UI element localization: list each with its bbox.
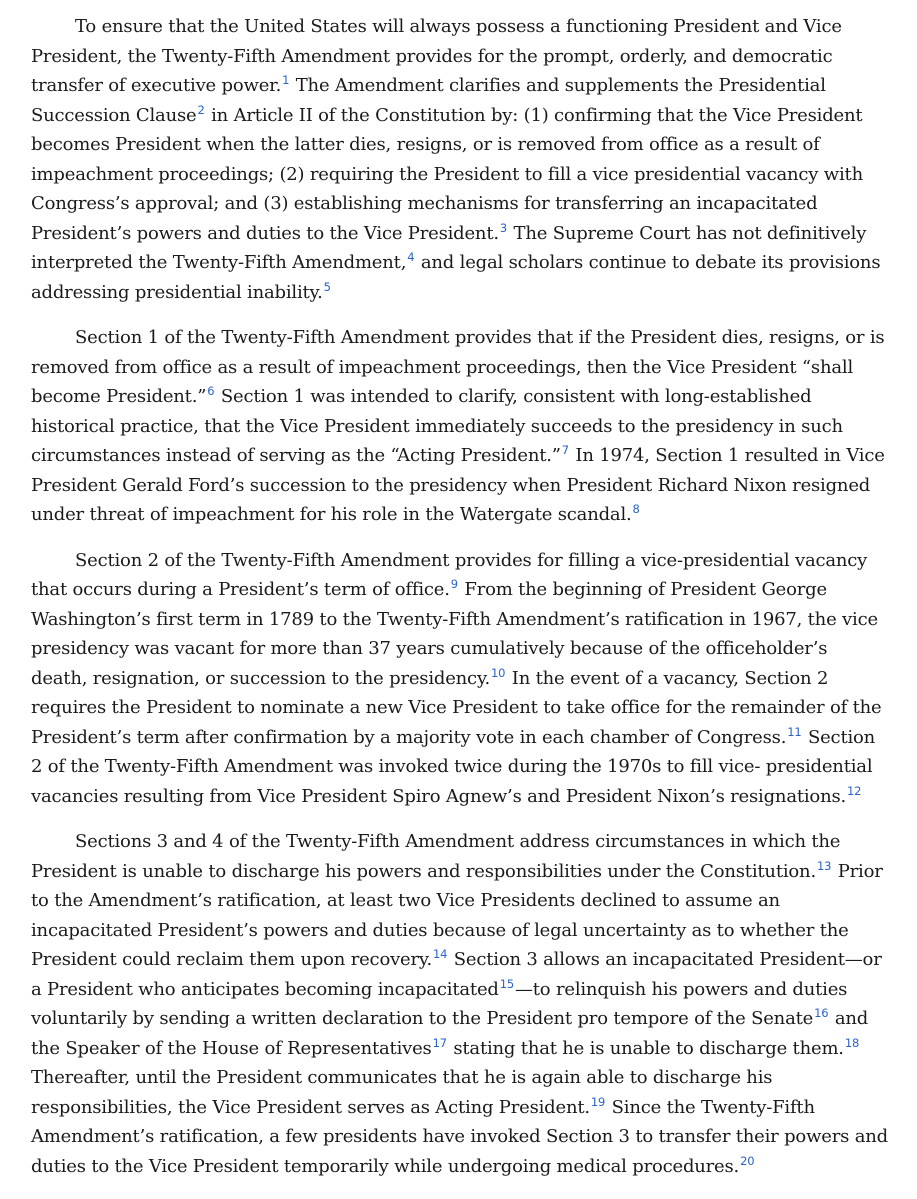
paragraph-text: Section 3 allows an incapacitated President—or a President who anticipates becoming incapacitated (31, 949, 882, 1000)
footnote-link[interactable]: 16 (814, 1006, 829, 1020)
paragraph-text: In the event of a vacancy, Section 2 requires the President to nominate a new Vice President to take office for the remainder of the President’s term after confirmation by a majority vote in each chamber of Congress. (31, 667, 882, 748)
paragraph-text: The Amendment clarifies and supplements the Presidential Succession Clause (31, 75, 826, 126)
footnote-link[interactable]: 4 (407, 250, 415, 264)
footnote-link[interactable]: 12 (847, 783, 862, 798)
footnote-link[interactable]: 8 (632, 502, 640, 516)
footnote-link[interactable]: 14 (433, 947, 448, 961)
footnote-link[interactable]: 19 (590, 1094, 606, 1109)
paragraph-text: From the beginning of President George Washington’s first term in 1789 to the Twenty-Fifth Amendment’s ratification in 1967, the vice presidency was vacant for more than 37 years cumulatively because of the officeholder’s death, resignation, or succession to the presidency. (31, 579, 878, 689)
footnote-link[interactable]: 17 (432, 1035, 447, 1050)
footnote-link[interactable]: 1 (282, 73, 290, 87)
footnote-link[interactable]: 2 (197, 102, 205, 117)
paragraph-text: In 1974, Section 1 resulted in Vice President Gerald Ford’s succession to the presidency when President Richard Nixon resigned under threat of impeachment for his role in the Watergate scandal. (31, 445, 885, 525)
paragraph-text: Sections 3 and 4 of the Twenty-Fifth Amendment address circumstances in which the President is unable to discharge his powers and responsibilities under the Constitution. (31, 831, 841, 882)
footnote-link[interactable]: 7 (561, 443, 569, 457)
footnote-link[interactable]: 6 (207, 384, 215, 398)
footnote-link[interactable]: 11 (787, 724, 802, 739)
paragraph-text: Since the Twenty-Fifth Amendment’s ratification, a few presidents have invoked Section 3 to transfer their powers and duties to the Vice President temporarily while undergoing medical procedures. (31, 1096, 888, 1177)
paragraph (31, 827, 889, 1181)
paragraph-text: Section 2 of the Twenty-Fifth Amendment was invoked twice during the 1970s to fill vice- presidential vacancies resulting from Vice President Spiro Agnew’s and President Nixon’s resignations. (31, 726, 876, 807)
footnote-link[interactable]: 13 (816, 858, 832, 873)
paragraph-text: Thereafter, until the President communicates that he is again able to discharge his responsibilities, the Vice President serves as Acting President. (31, 1067, 773, 1118)
paragraph-text: and the Speaker of the House of Representatives (31, 1008, 869, 1059)
paragraph-text: To ensure that the United States will always possess a functioning President and Vice President, the Twenty-Fifth Amendment provides for the prompt, orderly, and democratic transfer of executive power. (31, 16, 842, 96)
footnote-link[interactable]: 18 (844, 1035, 860, 1050)
footnote-link[interactable]: 20 (740, 1153, 755, 1168)
paragraph (31, 12, 889, 307)
paragraph-text: Prior to the Amendment’s ratification, at least two Vice Presidents declined to assume an incapacitated President’s powers and duties because of legal uncertainty as to whether the President could reclaim them upon recovery. (31, 860, 883, 970)
paragraph-text: and legal scholars continue to debate its provisions addressing presidential inability. (31, 252, 881, 303)
footnote-link[interactable]: 5 (323, 279, 331, 294)
paragraph (31, 546, 889, 812)
paragraph-text: Section 2 of the Twenty-Fifth Amendment provides for filling a vice-presidential vacancy that occurs during a President’s term of office. (31, 549, 868, 600)
paragraph (31, 323, 889, 530)
footnote-link[interactable]: 9 (450, 577, 458, 591)
footnote-link[interactable]: 3 (499, 220, 508, 235)
paragraph-text: Section 1 of the Twenty-Fifth Amendment provides that if the President dies, resigns, or is removed from office as a result of impeachment proceedings, then the Vice President “shall become President.” (31, 327, 885, 407)
paragraph-text: stating that he is unable to discharge them. (447, 1037, 844, 1059)
footnote-link[interactable]: 10 (491, 665, 506, 680)
paragraph-text: in Article II of the Constitution by: (1) confirming that the Vice President becomes President when the latter dies, resigns, or is removed from office as a result of impeachment proceedings; (2) requiring the President to fill a vice presidential vacancy with Congress’s approval; and (3) establishing mechanisms for transferring an incapacitated President’s powers and duties to the Vice President. (31, 104, 863, 244)
paragraph-text: The Supreme Court has not definitively interpreted the Twenty-Fifth Amendment, (31, 222, 867, 273)
paragraph-text: Section 1 was intended to clarify, consistent with long-established historical practice, that the Vice President immediately succeeds to the presidency in such circumstances instead of serving as the “Acting President.” (31, 386, 843, 466)
footnote-link[interactable]: 15 (499, 976, 514, 991)
paragraph-text: —to relinquish his powers and duties voluntarily by sending a written declaration to the President pro tempore of the Senate (31, 978, 848, 1029)
